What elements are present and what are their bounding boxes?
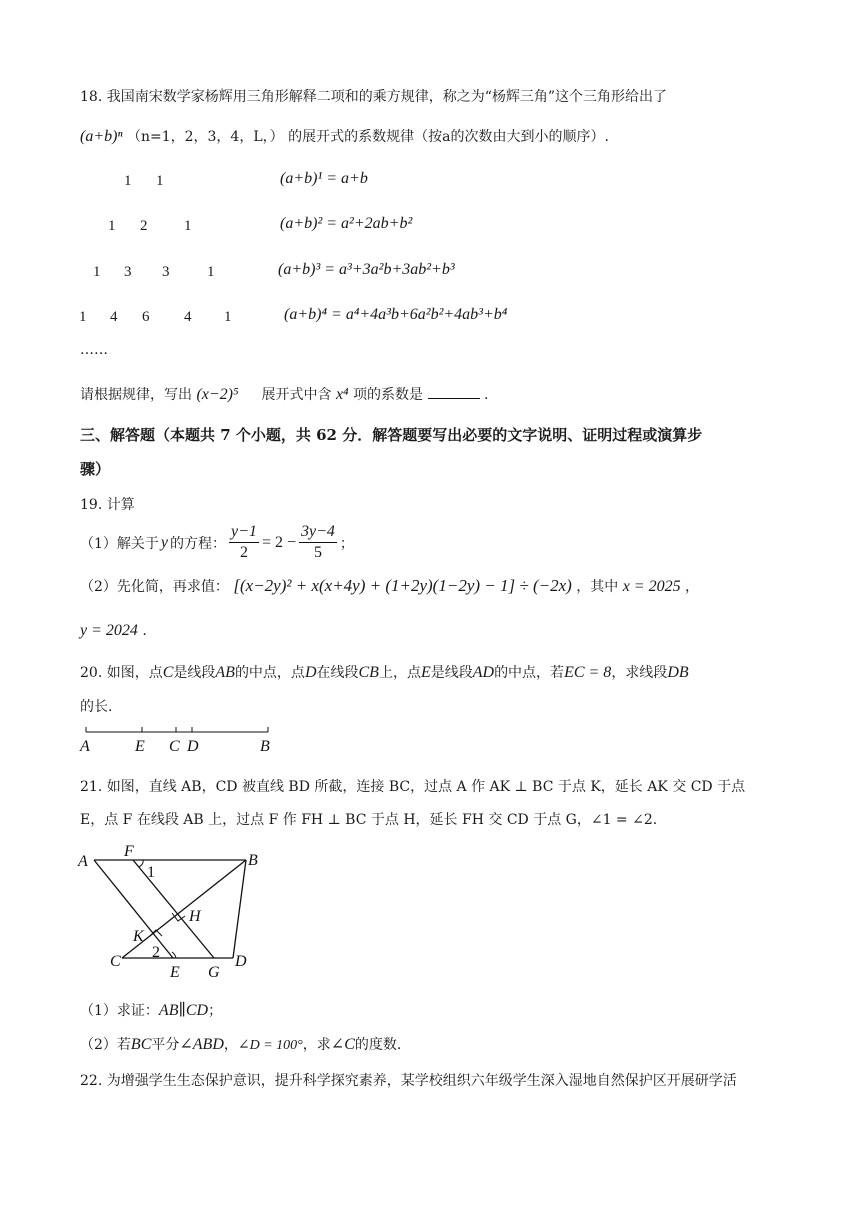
answer-blank[interactable]: [428, 386, 480, 399]
expansion-1: (a+b)¹ = a+b: [280, 170, 368, 187]
q21-p2-bc: BC: [130, 1036, 152, 1053]
section3-heading-line1: 三、解答题（本题共 7 个小题，共 62 分．解答题要写出必要的文字说明、证明过程或演算步: [80, 426, 703, 444]
q20-text-d: 在线段: [316, 665, 359, 681]
q19-frac1-den: 2: [239, 544, 248, 561]
geo-label-h: H: [189, 908, 201, 925]
expansion-3: (a+b)³ = a³+3a²b+3ab²+b³: [278, 261, 455, 278]
q19-frac2-den: 5: [313, 544, 322, 561]
q20-text-g: 的中点，若: [494, 665, 565, 681]
tri-4-4: 4: [184, 309, 192, 325]
q21-p1-prefix: （1）求证：: [80, 1003, 159, 1019]
seg-label-c: C: [169, 738, 180, 755]
q18-ask-var: x⁴: [335, 386, 349, 403]
section3-heading-line2: 骤）: [80, 460, 111, 478]
q19-p1-end: ；: [339, 535, 354, 552]
q19-p2-mid: ，其中: [576, 579, 619, 595]
tri-4-1: 1: [79, 309, 87, 325]
q21-part2: [80, 1034, 401, 1054]
q21-p2-prefix: （2）若: [80, 1037, 131, 1053]
q20-point-e: E: [420, 664, 431, 681]
seg-label-e: E: [135, 738, 145, 755]
q18-line2-text: 的展开式的系数规律（按a的次数由大到小的顺序）.: [288, 129, 609, 145]
q21-p2-end: 的度数.: [354, 1037, 402, 1053]
q20-seg-ab: AB: [215, 664, 235, 681]
q19-fraction-1: [229, 522, 259, 563]
q21-line1: 21. 如图，直线 AB，CD 被直线 BD 所截，连接 BC，过点 A 作 AK ⊥ BC 于点 K，延长 AK 交 CD 于点: [80, 779, 746, 795]
q19-p2-expr: [(x−2y)² + x(x+4y) + (1+2y)(1−2y) − 1] ÷ (−2x): [233, 576, 572, 595]
tri-1-1: 1: [124, 173, 132, 189]
q18-ask-end: .: [483, 387, 489, 403]
seg-label-b: B: [260, 738, 270, 755]
q18-ask: [80, 384, 488, 404]
tri-2-2: 2: [140, 218, 148, 234]
q20-text-h: ，求线段: [611, 665, 668, 681]
geo-label-2: 2: [152, 944, 160, 961]
q19-frac2-num: 3y−4: [299, 522, 337, 543]
q19-p2-comma: ，: [685, 579, 700, 595]
tri-3-2: 3: [124, 264, 132, 280]
q21-p2-angle: ∠ABD: [179, 1036, 224, 1053]
q19-part2: [80, 576, 699, 596]
q21-p2-mid: 平分: [151, 1037, 180, 1053]
geo-label-1: 1: [147, 864, 155, 881]
q18-binomial: (a+b)ⁿ: [80, 128, 123, 145]
tri-4-5: 1: [224, 309, 232, 325]
geo-label-a: A: [78, 853, 88, 870]
q18-params: （n=1，2，3，4，L，）: [126, 129, 284, 145]
geo-label-b: B: [248, 852, 258, 869]
q20-seg-cb: CB: [358, 664, 379, 681]
q18-ask-expr: (x−2)⁵: [196, 386, 239, 403]
segment-figure: [76, 724, 276, 760]
geo-label-e: E: [170, 964, 180, 981]
tri-3-1: 1: [93, 264, 101, 280]
q21-p2-comma: ，: [223, 1037, 238, 1053]
q20-line2: 的长.: [80, 699, 113, 715]
q18-line2: [80, 126, 609, 146]
tri-1-2: 1: [156, 173, 164, 189]
q20-text-a: 20. 如图，点: [80, 665, 163, 681]
q20-point-c: C: [162, 664, 174, 681]
q19-p2-y: y = 2024: [80, 622, 138, 639]
q20-text-b: 是线段: [173, 665, 216, 681]
geo-label-k: K: [133, 928, 144, 945]
q21-p2-d: ∠D = 100°: [237, 1038, 303, 1053]
q18-ask-prefix: 请根据规律，写出: [80, 387, 192, 403]
q18-line1: 18. 我国南宋数学家杨辉用三角形解释二项和的乘方规律，称之为“杨辉三角”这个三角形给出了: [80, 89, 668, 105]
q19-p2-prefix: （2）先化简，再求值：: [80, 579, 229, 595]
geo-label-g: G: [208, 964, 220, 981]
tri-3-4: 1: [207, 264, 215, 280]
q20-line1: [80, 662, 689, 682]
q21-line2: E，点 F 在线段 AB 上，过点 F 作 FH ⊥ BC 于点 H，延长 FH 交 CD 于点 G，∠1 = ∠2.: [80, 812, 658, 828]
q20-text-c: 的中点，点: [234, 665, 305, 681]
seg-label-a: A: [80, 738, 90, 755]
q19-frac1-num: y−1: [229, 522, 259, 543]
seg-label-d: D: [187, 738, 199, 755]
geometry-figure: [76, 840, 276, 982]
expansion-4: (a+b)⁴ = a⁴+4a³b+6a²b²+4ab³+b⁴: [284, 306, 508, 323]
q19-p1-prefix: （1）解关于: [80, 535, 159, 552]
q21-p1-end: ；: [208, 1003, 223, 1019]
q19-p1-var: y: [160, 533, 169, 551]
geo-label-f: F: [124, 843, 134, 860]
q21-part1: [80, 1000, 222, 1020]
q20-seg-db: DB: [667, 664, 689, 681]
q19-p2-x: x = 2025: [622, 578, 681, 595]
geo-label-c: C: [110, 953, 121, 970]
tri-4-3: 6: [142, 309, 150, 325]
tri-2-3: 1: [184, 218, 192, 234]
ellipsis: ……: [80, 342, 108, 358]
q19-part1: [80, 522, 354, 563]
expansion-2: (a+b)² = a²+2ab+b²: [280, 215, 413, 232]
q19-title: 19. 计算: [80, 497, 135, 513]
q22-line1: 22. 为增强学生生态保护意识，提升科学探究素养，某学校组织六年级学生深入湿地自然保护区开展研学活: [80, 1073, 737, 1089]
q19-p1-eq: = 2 −: [261, 533, 296, 551]
q19-p2-end: .: [142, 623, 147, 639]
q21-p2-text: ，求: [302, 1037, 331, 1053]
q18-ask-mid: 展开式中含: [261, 387, 332, 403]
q21-p1-expr: AB∥CD: [158, 1002, 209, 1019]
q19-p1-mid: 的方程：: [170, 535, 227, 552]
tri-2-1: 1: [108, 218, 116, 234]
q18-ask-suffix: 项的系数是: [353, 387, 424, 403]
q19-part2-line2: [80, 622, 147, 640]
q20-text-f: 是线段: [430, 665, 473, 681]
tri-4-2: 4: [110, 309, 118, 325]
q20-text-e: 上，点: [378, 665, 421, 681]
geo-label-d: D: [235, 953, 247, 970]
q20-seg-ad: AD: [472, 664, 495, 681]
q19-fraction-2: [299, 522, 337, 563]
tri-3-3: 3: [162, 264, 170, 280]
q20-ec-value: EC = 8: [564, 664, 612, 681]
q20-point-d: D: [304, 664, 317, 681]
q21-p2-c: ∠C: [330, 1036, 355, 1053]
